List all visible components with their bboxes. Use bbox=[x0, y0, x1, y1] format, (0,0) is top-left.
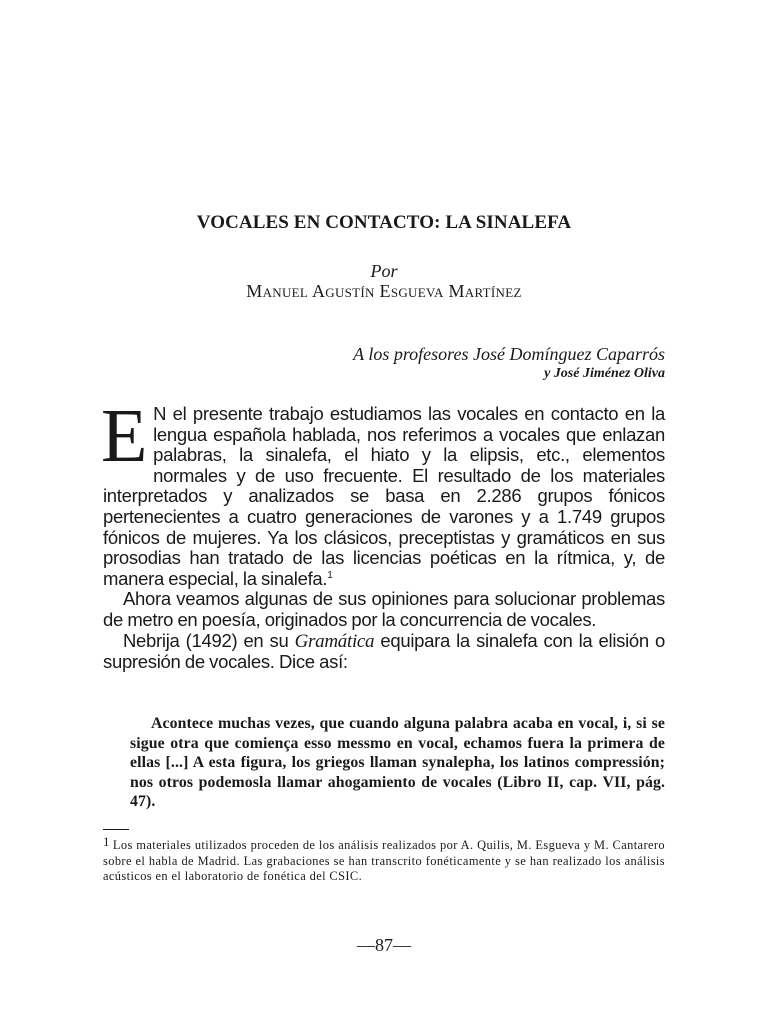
byline-por: Por bbox=[370, 261, 398, 281]
book-title-gramatica: Gramática bbox=[294, 630, 375, 652]
footnote-reference[interactable]: 1 bbox=[327, 569, 333, 581]
footnote bbox=[103, 834, 665, 885]
paragraph-2: Ahora veamos algunas de sus opiniones para solucionar problemas de metro en poesía, originados por la concurrencia de vocales. bbox=[103, 588, 665, 630]
quote-text: Acontece muchas vezes, que cuando alguna palabra acaba en vocal, i, si se sigue otra que comiença esso messmo en vocal, echamos fuera la primera de ellas [...] A esta figura, los griegos llaman synalepha, los latinos compressión; nos otros podemosla llamar ahogamiento de vocales (Libro II, cap. VII, pág. 47). bbox=[130, 715, 665, 811]
dedication-line-2: y José Jiménez Oliva bbox=[544, 366, 665, 381]
drop-cap: E bbox=[101, 394, 148, 478]
paragraph-1 bbox=[101, 394, 665, 589]
page-number: —87— bbox=[357, 935, 411, 955]
paragraph-3-after: equipara la sinalefa con la elisión o supresión de vocales. Dice así: bbox=[103, 629, 665, 673]
body-text bbox=[101, 394, 665, 673]
block-quote bbox=[130, 714, 665, 812]
footnote-divider bbox=[103, 829, 129, 830]
footnote-text: Los materiales utilizados proceden de los análisis realizados por A. Quilis, M. Esgueva y M. Cantarero sobre el habla de Madrid. Las grabaciones se han transcrito fonéticamente y se han realizado los análisis acústicos en el laboratorio de fonética del CSIC. bbox=[103, 838, 665, 884]
paragraph-1-text: N el presente trabajo estudiamos las vocales en contacto en la lengua española hablada, nos referimos a vocales que enlazan palabras, la sinalefa, el hiato y la elipsis, etc., elementos normales y de uso frecuente. El resultado de los materiales interpretados y analizados se basa en 2.286 grupos fónicos pertenecientes a cuatro generaciones de varones y a 1.749 grupos fónicos de mujeres. Ya los clásicos, preceptistas y gramáticos en sus prosodias han tratado de las licencias poéticas en la rítmica, y, de manera especial, la sinalefa. bbox=[103, 403, 665, 589]
dedication-line-1: A los profesores José Domínguez Caparrós bbox=[353, 344, 665, 364]
paragraph-3 bbox=[103, 631, 665, 673]
article-title: VOCALES EN CONTACTO: LA SINALEFA bbox=[196, 212, 572, 233]
footnote-number: 1 bbox=[103, 834, 110, 849]
page bbox=[103, 0, 665, 1024]
paragraph-3-before: Nebrija (1492) en su bbox=[123, 629, 295, 651]
author-name: Manuel Agustín Esgueva Martínez bbox=[246, 281, 522, 301]
